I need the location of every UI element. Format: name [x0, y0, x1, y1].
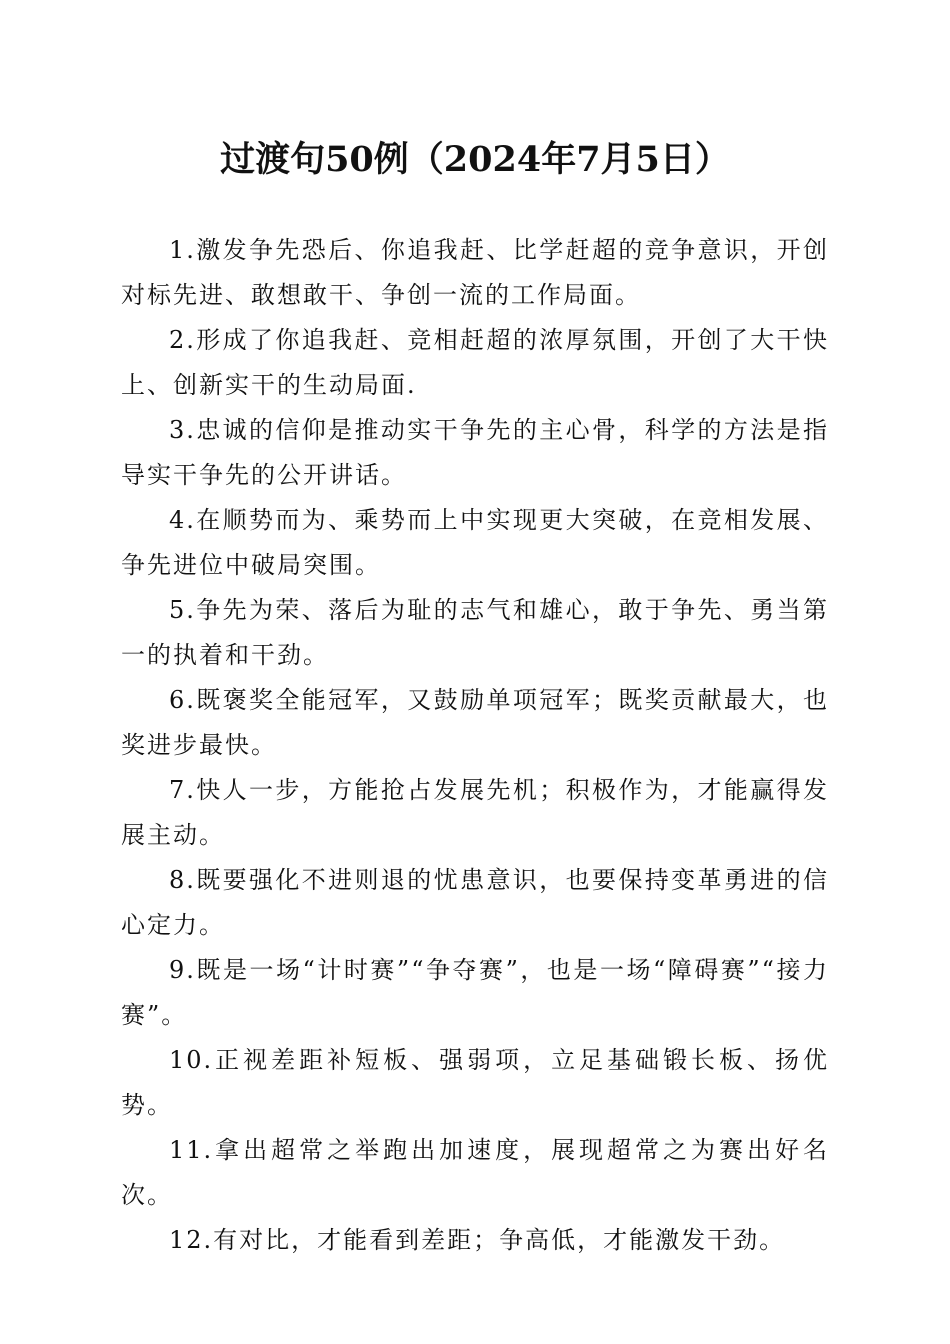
- paragraph-6: 6.既褒奖全能冠军，又鼓励单项冠军；既奖贡献最大，也奖进步最快。: [121, 686, 829, 759]
- paragraph-12: 12.有对比，才能看到差距；争高低，才能激发干劲。: [169, 1226, 786, 1254]
- document-title: 过渡句50例（2024年7月5日）: [220, 139, 730, 180]
- document-body: [121, 228, 829, 1263]
- paragraph-5: 5.争先为荣、落后为耻的志气和雄心，敢于争先、勇当第一的执着和干劲。: [121, 596, 829, 669]
- paragraph-3: 3.忠诚的信仰是推动实干争先的主心骨，科学的方法是指导实干争先的公开讲话。: [121, 416, 829, 489]
- paragraph-9: 9.既是一场“计时赛”“争夺赛”，也是一场“障碍赛”“接力赛”。: [121, 956, 829, 1029]
- paragraph-10: 10.正视差距补短板、强弱项，立足基础锻长板、扬优势。: [121, 1046, 829, 1119]
- paragraph-7: 7.快人一步，方能抢占发展先机；积极作为，才能赢得发展主动。: [121, 776, 829, 849]
- paragraph-8: 8.既要强化不进则退的忧患意识，也要保持变革勇进的信心定力。: [121, 866, 829, 939]
- paragraph-4: 4.在顺势而为、乘势而上中实现更大突破，在竞相发展、争先进位中破局突围。: [121, 506, 829, 579]
- paragraph-1: 1.激发争先恐后、你追我赶、比学赶超的竞争意识，开创对标先进、敢想敢干、争创一流的工作局面。: [121, 236, 829, 309]
- paragraph-11: 11.拿出超常之举跑出加速度，展现超常之为赛出好名次。: [121, 1136, 829, 1209]
- paragraph-2: 2.形成了你追我赶、竞相赶超的浓厚氛围，开创了大干快上、创新实干的生动局面.: [121, 326, 829, 399]
